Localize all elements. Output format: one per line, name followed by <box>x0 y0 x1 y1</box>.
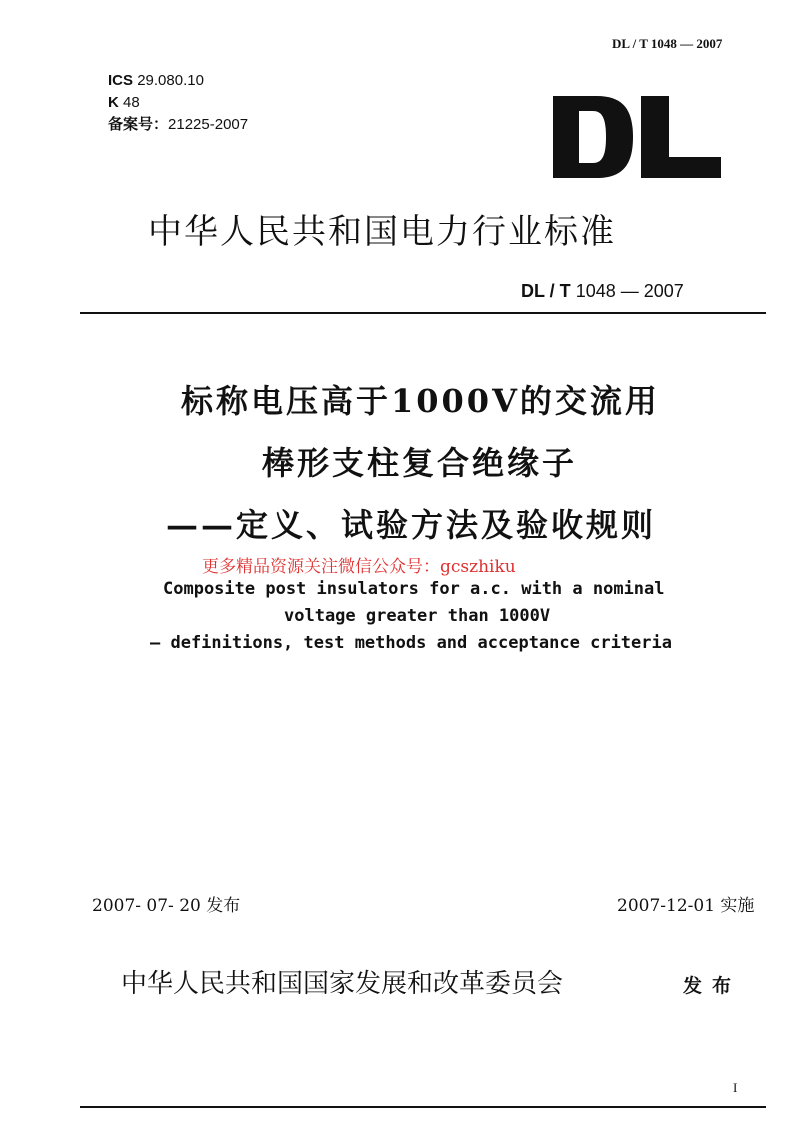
logo-letter-l <box>641 96 721 178</box>
dl-logo <box>553 96 721 178</box>
top-divider <box>80 312 766 314</box>
cn-title-line-1: 标称电压高于1000V的交流用 <box>181 382 660 420</box>
issue-date: 2007- 07- 20 发布 <box>92 896 241 916</box>
implementation-date: 2007-12-01 实施 <box>617 896 755 916</box>
en-title-line-1: Composite post insulators for a.c. with a nominal <box>163 579 665 599</box>
classification-block <box>108 70 248 136</box>
bottom-divider <box>80 1106 766 1108</box>
record-label: 备案号： <box>108 116 169 133</box>
standard-code-number: 1048 — 2007 <box>575 281 684 301</box>
publisher-name: 中华人民共和国国家发展和改革委员会 <box>121 969 564 999</box>
en-title-line-2: voltage greater than 1000V <box>284 606 551 626</box>
standard-code <box>521 281 684 302</box>
standard-title: 中华人民共和国电力行业标准 <box>148 212 616 252</box>
publish-label: 发布 <box>683 975 742 997</box>
page-number: I <box>733 1080 738 1095</box>
cn-title-line-2: 棒形支柱复合绝缘子 <box>262 444 578 482</box>
logo-letter-d <box>553 96 633 178</box>
ics-label: ICS <box>108 72 134 89</box>
k-line <box>108 92 248 114</box>
standard-code-prefix: DL / T <box>521 281 571 301</box>
ics-line <box>108 70 248 92</box>
header-standard-code: DL / T 1048 — 2007 <box>612 36 723 51</box>
record-value: 21225-2007 <box>168 116 249 133</box>
ics-value: 29.080.10 <box>137 72 204 89</box>
k-value: 48 <box>123 94 140 111</box>
en-title-line-3: — definitions, test methods and acceptance criteria <box>150 633 672 653</box>
k-label: K <box>108 94 119 111</box>
record-line <box>108 114 248 136</box>
wechat-notice: 更多精品资源关注微信公众号：gcszhiku <box>202 557 516 577</box>
cn-title-line-3: ——定义、试验方法及验收规则 <box>166 506 657 544</box>
